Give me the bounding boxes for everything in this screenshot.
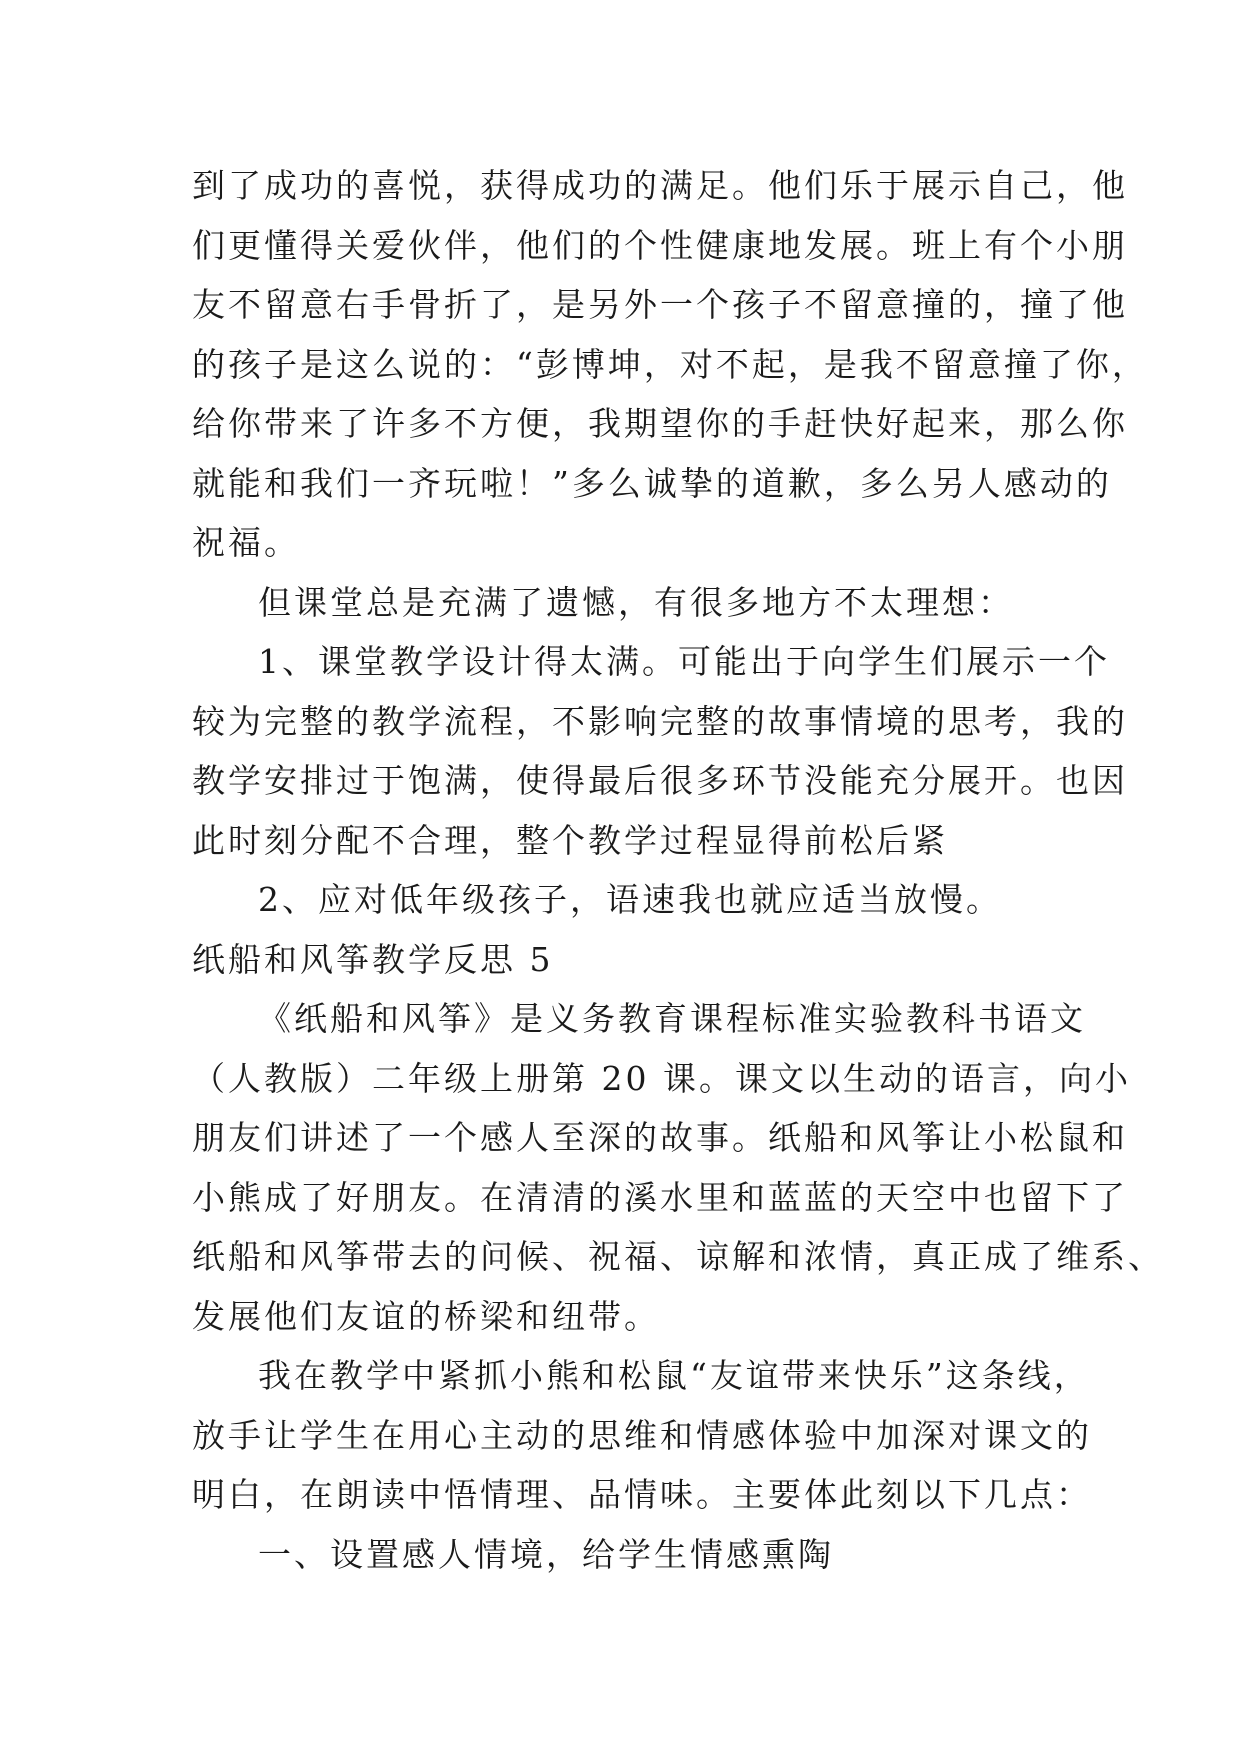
text-line: 一、设置感人情境，给学生情感熏陶 bbox=[258, 1534, 834, 1574]
document-body bbox=[192, 156, 1164, 1584]
text-line: 《纸船和风筝》是义务教育课程标准实验教科书语文 bbox=[258, 999, 1086, 1038]
paragraph bbox=[192, 1346, 1092, 1525]
text-line: 1、课堂教学设计得太满。可能出于向学生们展示一个 bbox=[258, 642, 1110, 681]
paragraph bbox=[192, 1525, 1052, 1585]
paragraph bbox=[192, 156, 1148, 573]
text-line: 教学安排过于饱满，使得最后很多环节没能充分展开。也因 bbox=[192, 761, 1128, 800]
text-line: 此时刻分配不合理，整个教学过程显得前松后紧 bbox=[192, 820, 948, 860]
paragraph bbox=[192, 870, 1052, 930]
heading-text: 纸船和风筝教学反思 5 bbox=[192, 939, 554, 979]
text-line: （人教版）二年级上册第 20 课。课文以生动的语言，向小 bbox=[192, 1058, 1131, 1098]
text-line: 较为完整的教学流程，不影响完整的故事情境的思考，我的 bbox=[192, 701, 1128, 741]
text-line: 发展他们友谊的桥梁和纽带。 bbox=[192, 1296, 660, 1336]
text-line: 我在教学中紧抓小熊和松鼠“友谊带来快乐”这条线， bbox=[258, 1356, 1090, 1395]
text-line: 就能和我们一齐玩啦！”多么诚挚的道歉，多么另人感动的 bbox=[192, 463, 1112, 503]
text-line: 朋友们讲述了一个感人至深的故事。纸船和风筝让小松鼠和 bbox=[192, 1118, 1128, 1157]
paragraph bbox=[192, 573, 1052, 633]
text-line: 但课堂总是充满了遗憾，有很多地方不太理想： bbox=[258, 582, 1014, 622]
text-line: 2、应对低年级孩子，语速我也就应适当放慢。 bbox=[258, 880, 1002, 919]
text-line: 到了成功的喜悦，获得成功的满足。他们乐于展示自己，他 bbox=[192, 166, 1128, 205]
text-line: 们更懂得关爱伙伴，他们的个性健康地发展。班上有个小朋 bbox=[192, 225, 1128, 265]
section-heading bbox=[192, 930, 1052, 990]
text-line: 放手让学生在用心主动的思维和情感体验中加深对课文的 bbox=[192, 1415, 1092, 1455]
text-line: 小熊成了好朋友。在清清的溪水里和蓝蓝的天空中也留下了 bbox=[192, 1177, 1128, 1217]
text-line: 纸船和风筝带去的问候、祝福、谅解和浓情，真正成了维系、 bbox=[192, 1237, 1164, 1276]
text-line: 明白，在朗读中悟情理、品情味。主要体此刻以下几点： bbox=[192, 1475, 1092, 1514]
text-line: 给你带来了许多不方便，我期望你的手赶快好起来，那么你 bbox=[192, 404, 1128, 443]
text-line: 的孩子是这么说的：“彭博坤，对不起，是我不留意撞了你， bbox=[192, 344, 1148, 384]
text-line: 祝福。 bbox=[192, 523, 300, 562]
paragraph bbox=[192, 632, 1128, 870]
paragraph bbox=[192, 989, 1164, 1346]
text-line: 友不留意右手骨折了，是另外一个孩子不留意撞的，撞了他 bbox=[192, 285, 1128, 324]
